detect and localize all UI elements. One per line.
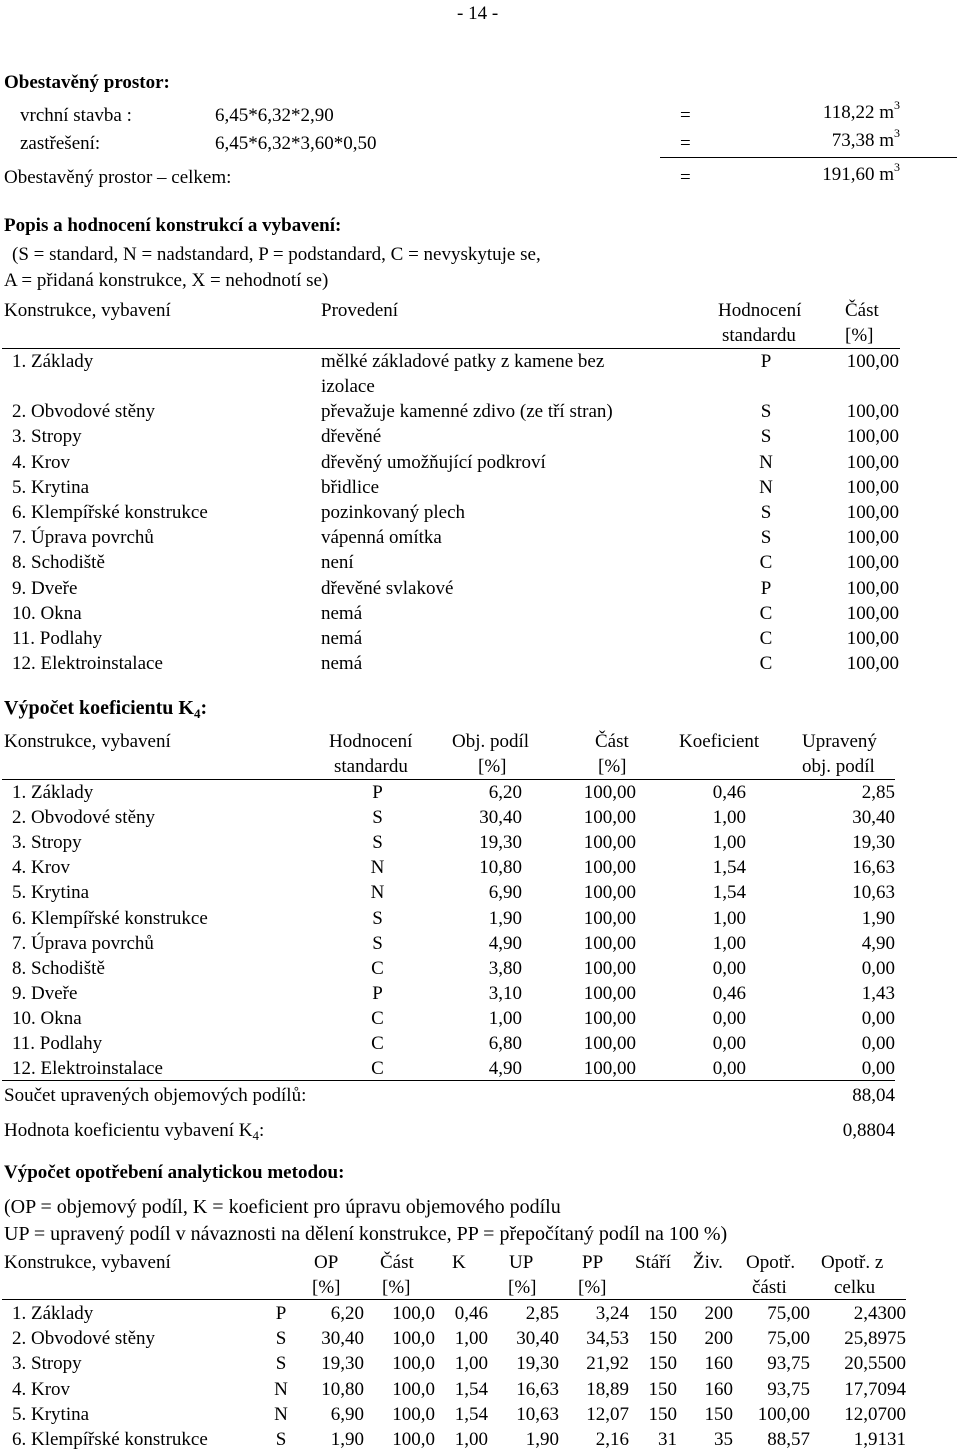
popis-row-provedeni: břidlice — [321, 476, 380, 498]
popis-header-percent: [%] — [845, 325, 874, 346]
op-row-hodnoceni: S — [275, 1429, 287, 1450]
op-row-name: 6. Klempířské konstrukce — [12, 1429, 208, 1450]
popis-row-cast: 100,00 — [846, 476, 899, 498]
popis-row-name: 11. Podlahy — [12, 628, 103, 649]
popis-row-provedeni: není — [321, 552, 354, 574]
op-row-opotr-casti: 75,00 — [767, 1328, 810, 1350]
op-row-zivotnost: 160 — [704, 1353, 733, 1375]
k4-header-koeficient: Koeficient — [679, 731, 760, 752]
op-row-up: 2,85 — [525, 1303, 559, 1324]
op-row-op: 6,20 — [330, 1303, 364, 1324]
k4-sum-value: 88,04 — [852, 1085, 895, 1106]
op-header-k: K — [452, 1252, 466, 1273]
op-row-opotr-celku: 12,0700 — [844, 1403, 906, 1425]
popis-row-cast: 100,00 — [846, 602, 899, 624]
k4-row-cast: 100,00 — [583, 832, 636, 854]
op-header-stari: Stáří — [635, 1252, 671, 1273]
popis-row-cast: 100,00 — [846, 653, 899, 675]
k4-row-upraveny: 19,30 — [852, 832, 895, 854]
popis-row-name: 8. Schodiště — [12, 552, 105, 574]
op-row-op: 30,40 — [321, 1328, 364, 1350]
k4-sum-label: Součet upravených objemových podílů: — [4, 1085, 307, 1106]
k4-header-obj-percent: [%] — [478, 756, 507, 777]
popis-row-provedeni: nemá — [321, 602, 363, 624]
op-row-opotr-casti: 93,75 — [767, 1378, 810, 1400]
op-row-name: 4. Krov — [12, 1378, 71, 1400]
popis-row-name: 3. Stropy — [12, 426, 82, 448]
obestaveny-row-formula: 6,45*6,32*2,90 — [215, 105, 334, 126]
op-header-opotr-celku-2: celku — [834, 1277, 876, 1298]
op-row-zivotnost: 160 — [704, 1378, 733, 1400]
opotrebeni-header-rule — [2, 1299, 906, 1300]
popis-row-provedeni-cont: izolace — [321, 376, 375, 397]
k4-header-cast: Část — [595, 731, 629, 752]
k4-row-hodnoceni: N — [370, 882, 385, 904]
popis-row-cast: 100,00 — [846, 577, 899, 599]
popis-row-cast: 100,00 — [846, 451, 899, 473]
op-header-zivotnost: Živ. — [693, 1252, 723, 1273]
popis-row-cast: 100,00 — [846, 527, 899, 549]
op-row-cast: 100,0 — [392, 1378, 435, 1400]
k4-row-koef: 0,00 — [712, 957, 746, 979]
op-row-zivotnost: 200 — [704, 1303, 733, 1324]
op-row-stari: 150 — [648, 1378, 677, 1400]
popis-row-cast: 100,00 — [846, 351, 899, 372]
popis-legend-2: A = přidaná konstrukce, X = nehodnotí se) — [4, 270, 329, 291]
op-row-up: 19,30 — [516, 1353, 559, 1375]
popis-header-standardu: standardu — [722, 325, 796, 346]
op-header-pp: PP — [582, 1252, 604, 1273]
op-row-name: 3. Stropy — [12, 1353, 82, 1375]
op-header-op: OP — [314, 1252, 339, 1273]
op-row-opotr-casti: 100,00 — [757, 1403, 810, 1425]
k4-row-name: 11. Podlahy — [12, 1033, 103, 1054]
op-row-cast: 100,0 — [392, 1303, 435, 1324]
op-header-konstrukce: Konstrukce, vybavení — [4, 1252, 171, 1273]
op-row-k: 0,46 — [454, 1303, 488, 1324]
k4-header-konstrukce: Konstrukce, vybavení — [4, 731, 171, 752]
op-row-hodnoceni: S — [275, 1353, 287, 1375]
popis-row-name: 5. Krytina — [12, 476, 90, 498]
k4-row-upraveny: 0,00 — [861, 1007, 895, 1029]
op-row-up: 16,63 — [516, 1378, 559, 1400]
k4-row-cast: 100,00 — [583, 782, 636, 803]
popis-row-name: 6. Klempířské konstrukce — [12, 502, 208, 523]
op-row-k: 1,54 — [454, 1378, 488, 1400]
op-row-op: 6,90 — [330, 1403, 364, 1425]
k4-row-koef: 0,00 — [712, 1033, 746, 1054]
popis-row-provedeni: dřevěné svlakové — [321, 577, 454, 599]
obestaveny-total-value: 191,60 $m^3$ — [822, 160, 900, 185]
op-row-opotr-celku: 2,4300 — [853, 1303, 906, 1324]
k4-row-cast: 100,00 — [583, 1033, 636, 1054]
popis-row-name: 9. Dveře — [12, 577, 78, 599]
op-row-zivotnost: 150 — [704, 1403, 733, 1425]
k4-row-name: 6. Klempířské konstrukce — [12, 907, 208, 929]
k4-row-obj: 6,80 — [488, 1033, 522, 1054]
k4-row-upraveny: 0,00 — [861, 1033, 895, 1054]
op-row-pp: 3,24 — [595, 1303, 629, 1324]
op-row-k: 1,54 — [454, 1403, 488, 1425]
k4-row-cast: 100,00 — [583, 1007, 636, 1029]
op-row-opotr-celku: 20,5500 — [844, 1353, 906, 1375]
op-row-pp: 18,89 — [586, 1378, 629, 1400]
op-header-pp-percent: [%] — [578, 1277, 607, 1298]
op-row-opotr-casti: 88,57 — [767, 1429, 810, 1450]
popis-row-provedeni: dřevěné — [321, 426, 382, 448]
popis-row-cast: 100,00 — [846, 401, 899, 423]
op-row-k: 1,00 — [454, 1328, 488, 1350]
popis-row-cast: 100,00 — [846, 552, 899, 574]
popis-header-hodnoceni: Hodnocení — [718, 300, 802, 321]
k4-koef-label: Hodnota koeficientu vybavení $K_4$: — [4, 1120, 265, 1143]
k4-row-cast: 100,00 — [583, 882, 636, 904]
popis-row-hodnoceni: S — [760, 527, 772, 549]
k4-row-koef: 1,00 — [712, 932, 746, 954]
op-row-name: 1. Základy — [12, 1303, 94, 1324]
popis-row-hodnoceni: C — [759, 602, 773, 624]
k4-row-hodnoceni: P — [372, 982, 383, 1004]
popis-row-hodnoceni: S — [760, 401, 772, 423]
popis-row-name: 7. Úprava povrchů — [12, 527, 154, 549]
k4-row-name: 12. Elektroinstalace — [12, 1058, 163, 1080]
k4-row-cast: 100,00 — [583, 907, 636, 929]
op-row-pp: 21,92 — [586, 1353, 629, 1375]
k4-row-upraveny: 1,43 — [861, 982, 895, 1004]
k4-row-koef: 1,00 — [712, 832, 746, 854]
popis-row-hodnoceni: C — [759, 653, 773, 675]
op-row-stari: 31 — [658, 1429, 677, 1450]
k4-row-koef: 1,00 — [712, 807, 746, 829]
k4-row-koef: 1,54 — [712, 882, 746, 904]
popis-row-provedeni: mělké základové patky z kamene bez — [321, 351, 605, 372]
k4-row-name: 10. Okna — [12, 1007, 82, 1029]
obestaveny-total-label: Obestavěný prostor – celkem: — [4, 167, 232, 188]
k4-koef-value: 0,8804 — [842, 1120, 895, 1141]
k4-row-cast: 100,00 — [583, 857, 636, 879]
op-row-opotr-casti: 75,00 — [767, 1303, 810, 1324]
op-row-stari: 150 — [648, 1353, 677, 1375]
k4-row-name: 1. Základy — [12, 782, 94, 803]
k4-row-obj: 1,00 — [488, 1007, 522, 1029]
popis-row-provedeni: nemá — [321, 628, 363, 649]
op-header-opotr-casti-2: části — [752, 1277, 787, 1298]
popis-row-cast: 100,00 — [846, 502, 899, 523]
op-header-cast: Část — [380, 1252, 414, 1273]
op-row-opotr-celku: 17,7094 — [844, 1378, 906, 1400]
k4-row-upraveny: 0,00 — [861, 1058, 895, 1080]
op-row-opotr-celku: 1,9131 — [853, 1429, 906, 1450]
k4-row-upraveny: 10,63 — [852, 882, 895, 904]
obestaveny-row-value: 73,38 $m^3$ — [831, 126, 900, 151]
popis-row-hodnoceni: C — [759, 628, 773, 649]
popis-row-name: 2. Obvodové stěny — [12, 401, 156, 423]
k4-header-upraveny-obj: obj. podíl — [802, 756, 875, 777]
op-row-opotr-celku: 25,8975 — [844, 1328, 906, 1350]
op-row-k: 1,00 — [454, 1429, 488, 1450]
k4-row-hodnoceni: S — [372, 932, 383, 954]
k4-row-cast: 100,00 — [583, 1058, 636, 1080]
op-row-cast: 100,0 — [392, 1353, 435, 1375]
k4-row-koef: 0,00 — [712, 1007, 746, 1029]
opotrebeni-legend-2: UP = upravený podíl v návaznosti na dělení konstrukce, PP = přepočítaný podíl na 100 %) — [4, 1223, 728, 1245]
k4-row-name: 4. Krov — [12, 857, 71, 879]
op-row-op: 10,80 — [321, 1378, 364, 1400]
k4-header-standardu: standardu — [334, 756, 408, 777]
op-row-cast: 100,0 — [392, 1429, 435, 1450]
op-row-up: 10,63 — [516, 1403, 559, 1425]
obestaveny-total-eq: = — [680, 167, 691, 188]
k4-row-obj: 19,30 — [479, 832, 522, 854]
op-row-hodnoceni: S — [275, 1328, 287, 1350]
op-row-cast: 100,0 — [392, 1403, 435, 1425]
k4-row-cast: 100,00 — [583, 957, 636, 979]
popis-row-hodnoceni: P — [760, 577, 772, 599]
section-heading-popis: Popis a hodnocení konstrukcí a vybavení: — [4, 215, 342, 236]
popis-row-cast: 100,00 — [846, 628, 899, 649]
k4-row-upraveny: 4,90 — [861, 932, 895, 954]
popis-row-hodnoceni: C — [759, 552, 773, 574]
k4-row-obj: 4,90 — [488, 932, 522, 954]
k4-header-rule — [2, 779, 895, 780]
popis-row-provedeni: nemá — [321, 653, 363, 675]
popis-legend-1: (S = standard, N = nadstandard, P = podstandard, C = nevyskytuje se, — [12, 244, 541, 265]
op-row-pp: 12,07 — [586, 1403, 629, 1425]
op-row-k: 1,00 — [454, 1353, 488, 1375]
k4-header-obj-podil: Obj. podíl — [452, 731, 530, 752]
op-row-stari: 150 — [648, 1403, 677, 1425]
popis-row-name: 1. Základy — [12, 351, 94, 372]
op-row-stari: 150 — [648, 1328, 677, 1350]
k4-row-name: 7. Úprava povrchů — [12, 932, 154, 954]
k4-header-upraveny: Upravený — [802, 731, 877, 752]
section-heading-opotrebeni: Výpočet opotřebení analytickou metodou: — [4, 1162, 345, 1183]
section-heading-k4: Výpočet koeficientu $K_4$: — [4, 697, 208, 721]
k4-row-hodnoceni: P — [372, 782, 383, 803]
popis-row-hodnoceni: N — [759, 451, 773, 473]
op-row-hodnoceni: N — [274, 1378, 288, 1400]
k4-row-upraveny: 2,85 — [861, 782, 895, 803]
op-header-up: UP — [509, 1252, 534, 1273]
k4-row-obj: 30,40 — [479, 807, 522, 829]
k4-row-cast: 100,00 — [583, 807, 636, 829]
obestaveny-row-label: vrchní stavba : — [20, 105, 132, 126]
popis-row-hodnoceni: P — [760, 351, 772, 372]
page-number: - 14 - — [457, 3, 499, 24]
op-row-opotr-casti: 93,75 — [767, 1353, 810, 1375]
k4-row-hodnoceni: C — [371, 1033, 384, 1054]
k4-row-cast: 100,00 — [583, 932, 636, 954]
k4-row-upraveny: 1,90 — [861, 907, 895, 929]
k4-row-hodnoceni: C — [371, 957, 384, 979]
popis-row-hodnoceni: N — [759, 476, 773, 498]
op-row-name: 2. Obvodové stěny — [12, 1328, 156, 1350]
k4-row-upraveny: 30,40 — [852, 807, 895, 829]
k4-row-obj: 3,80 — [488, 957, 522, 979]
op-row-up: 30,40 — [516, 1328, 559, 1350]
op-row-cast: 100,0 — [392, 1328, 435, 1350]
k4-row-obj: 6,20 — [488, 782, 522, 803]
popis-row-hodnoceni: S — [760, 502, 772, 523]
op-row-hodnoceni: N — [274, 1403, 288, 1425]
k4-header-cast-percent: [%] — [598, 756, 627, 777]
popis-header-konstrukce: Konstrukce, vybavení — [4, 300, 171, 321]
popis-row-cast: 100,00 — [846, 426, 899, 448]
k4-row-name: 8. Schodiště — [12, 957, 105, 979]
k4-row-obj: 1,90 — [488, 907, 522, 929]
k4-row-name: 2. Obvodové stěny — [12, 807, 156, 829]
obestaveny-row-eq: = — [680, 133, 691, 154]
op-row-zivotnost: 35 — [714, 1429, 733, 1450]
op-header-cast-percent: [%] — [382, 1277, 411, 1298]
k4-row-hodnoceni: C — [371, 1007, 384, 1029]
op-header-opotr-casti: Opotř. — [746, 1252, 796, 1273]
op-row-zivotnost: 200 — [704, 1328, 733, 1350]
total-divider — [660, 157, 957, 158]
k4-row-hodnoceni: S — [372, 907, 383, 929]
popis-row-name: 10. Okna — [12, 602, 82, 624]
k4-row-koef: 1,54 — [712, 857, 746, 879]
obestaveny-row-value: 118,22 $m^3$ — [822, 98, 900, 123]
k4-row-obj: 4,90 — [488, 1058, 522, 1080]
section-heading-obestaveny: Obestavěný prostor: — [4, 72, 170, 93]
op-row-pp: 2,16 — [595, 1429, 629, 1450]
k4-row-koef: 0,46 — [712, 982, 746, 1004]
k4-row-koef: 0,00 — [712, 1058, 746, 1080]
k4-row-koef: 0,46 — [712, 782, 746, 803]
k4-row-upraveny: 16,63 — [852, 857, 895, 879]
k4-row-name: 5. Krytina — [12, 882, 90, 904]
popis-header-rule — [2, 348, 900, 349]
k4-row-obj: 10,80 — [479, 857, 522, 879]
popis-row-name: 4. Krov — [12, 451, 71, 473]
k4-row-hodnoceni: S — [372, 832, 383, 854]
op-row-pp: 34,53 — [586, 1328, 629, 1350]
k4-row-koef: 1,00 — [712, 907, 746, 929]
k4-row-cast: 100,00 — [583, 982, 636, 1004]
k4-row-upraveny: 0,00 — [861, 957, 895, 979]
popis-row-hodnoceni: S — [760, 426, 772, 448]
k4-row-hodnoceni: S — [372, 807, 383, 829]
op-header-up-percent: [%] — [508, 1277, 537, 1298]
obestaveny-row-label: zastřešení: — [20, 133, 101, 154]
k4-row-name: 3. Stropy — [12, 832, 82, 854]
popis-row-provedeni: převažuje kamenné zdivo (ze tří stran) — [321, 401, 613, 423]
op-row-hodnoceni: P — [275, 1303, 287, 1324]
op-header-opotr-celku: Opotř. z — [821, 1252, 884, 1273]
popis-row-provedeni: pozinkovaný plech — [321, 502, 466, 523]
popis-header-provedeni: Provedení — [321, 300, 399, 321]
op-row-op: 1,90 — [330, 1429, 364, 1450]
k4-sum-rule — [2, 1080, 895, 1081]
k4-header-hodnoceni: Hodnocení — [329, 731, 413, 752]
k4-row-name: 9. Dveře — [12, 982, 78, 1004]
popis-row-provedeni: dřevěný umožňující podkroví — [321, 451, 546, 473]
op-header-op-percent: [%] — [312, 1277, 341, 1298]
op-row-name: 5. Krytina — [12, 1403, 90, 1425]
op-row-stari: 150 — [648, 1303, 677, 1324]
k4-row-obj: 3,10 — [488, 982, 522, 1004]
k4-row-hodnoceni: C — [371, 1058, 384, 1080]
k4-row-hodnoceni: N — [370, 857, 385, 879]
popis-row-name: 12. Elektroinstalace — [12, 653, 163, 675]
op-row-up: 1,90 — [525, 1429, 559, 1450]
popis-row-provedeni: vápenná omítka — [321, 527, 442, 549]
obestaveny-row-formula: 6,45*6,32*3,60*0,50 — [215, 133, 377, 154]
popis-header-cast: Část — [845, 300, 879, 321]
opotrebeni-legend-1: (OP = objemový podíl, K = koeficient pro úpravu objemového podílu — [4, 1196, 561, 1218]
obestaveny-row-eq: = — [680, 105, 691, 126]
op-row-op: 19,30 — [321, 1353, 364, 1375]
k4-row-obj: 6,90 — [488, 882, 522, 904]
